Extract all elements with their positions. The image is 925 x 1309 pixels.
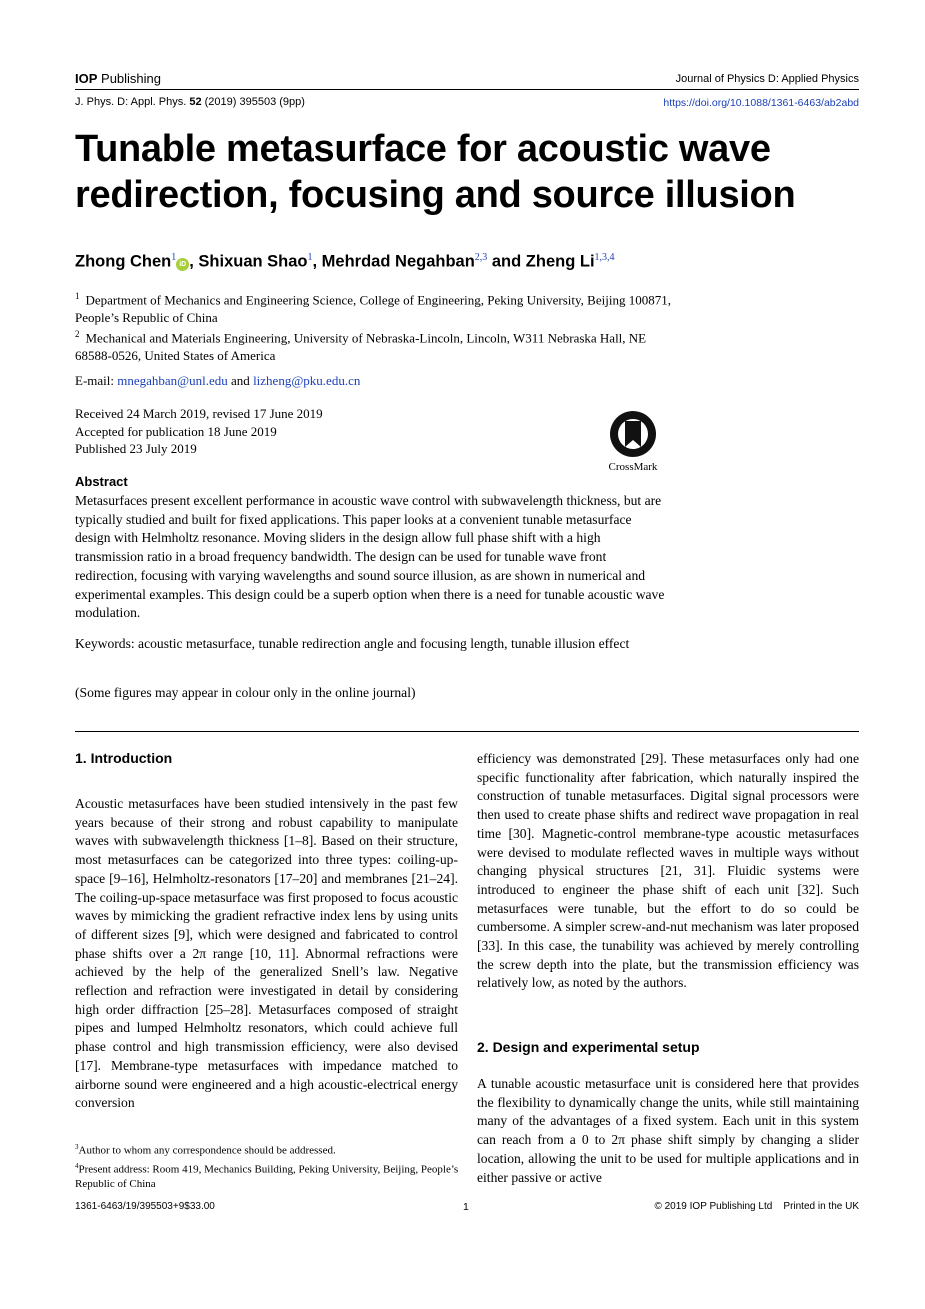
footnote-num: 4 [75,1161,79,1170]
affiliation [75,326,675,364]
section-heading-introduction: 1. Introduction [75,750,173,766]
colour-note: (Some figures may appear in colour only in the online journal) [75,685,416,700]
email-link-li[interactable]: lizheng@pku.edu.cn [253,373,361,388]
footnote-text: Present address: Room 419, Mechanics Building, Peking University, Beijing, People’s Republic of China [75,1163,459,1191]
crossmark-icon [608,410,658,458]
crossmark-label: CrossMark [608,461,658,473]
email-label: E-mail: [75,373,118,388]
footer-copyright: © 2019 IOP Publishing Ltd Printed in the UK [654,1201,859,1212]
orcid-icon[interactable]: iD [176,258,189,271]
footnote [75,1140,460,1159]
main-rule [75,731,859,732]
email-line [75,373,360,389]
intro-paragraph-1: Acoustic metasurfaces have been studied intensively in the past few years because of their strong and robust capability to manipulate waves with subwavelength thickness [1–8]. Based on their structure, most metasurfaces can be categorized into three types: coiling-up-space [9–16], Helmholtz-resonators [17–20] and membranes [21–24]. The coiling-up-space metasurface was first proposed to focus acoustic waves by mimicking the gradient refractive index lens by using units of different sizes [9], which were designed and fabricated to control phase shifts over a 2π range [10, 11]. Abnormal refractions were achieved by the help of the generalized Snell’s law. Negative reflection and refraction were investigated in detail by considering high order diffraction [25–28]. Metasurfaces composed of straight pipes and lumped Helmholtz resonators, which could achieve full phase control and high transmission efficiency, were also devised [17]. Membrane-type metasurfaces with impedance matched to airborne sound were engineered and a high acoustic-electrical energy conversion [75,796,458,1111]
footnotes [75,1140,460,1192]
affiliation-text: Department of Mechanics and Engineering Science, College of Engineering, Peking University, Beijing 100871, People’s Republic of China [75,292,671,325]
header-rule [75,89,859,90]
footnote-num: 3 [75,1143,79,1151]
affiliations [75,288,675,365]
author-affil-sup[interactable]: 2,3 [474,252,488,263]
crossmark-badge[interactable] [607,410,659,473]
footnote [75,1159,460,1193]
date-accepted: Accepted for publication 18 June 2019 [75,423,277,439]
doi-link[interactable]: https://doi.org/10.1088/1361-6463/ab2abd [663,97,859,109]
page-number: 1 [463,1201,469,1213]
author-name: , Mehrdad Negahban [312,252,475,271]
design-paragraph: A tunable acoustic metasurface unit is considered here that provides the flexibility to dynamically change the units, while still maintaining many of the advantages of a fixed system. Each unit in this system can reach from a 0 to 2π phase shift simply by changing a slider location, allowing the unit to be used for multiple applications and in either passive or active [477,1076,859,1185]
journal-name: Journal of Physics D: Applied Physics [675,73,859,85]
citation-volume: 52 [189,96,202,108]
affiliation-text: Mechanical and Materials Engineering, University of Nebraska-Lincoln, Lincoln, W311 Nebraska Hall, NE 68588-0526, United States of America [75,330,647,364]
author-affil-sup[interactable]: 1,3,4 [594,252,615,263]
publisher-bold: IOP [75,71,98,86]
intro-paragraph-2: efficiency was demonstrated [29]. These metasurfaces only had one specific functionality after fabrication, which naturally inspired the construction of tunable metasurfaces. Digital signal processors were then used to create phase shifts and redirect wave propagation in real time [30]. Magnetic-control membrane-type acoustic metasurfaces were devised to modulate reflected waves in multiple ways without changing physical structures [21, 31]. Fluidic systems were introduced to engineer the phase shift of each unit [32]. Such metasurfaces were tunable, but the effort to do so could be cumbersome. A simpler screw-and-nut mechanism was later proposed [33]. In this case, the tunability was achieved by merely controlling the screw depth into the plate, but the transmission efficiency was relatively low, as noted by the authors. [477,751,859,991]
keywords: Keywords: acoustic metasurface, tunable redirection angle and focusing length, tunable illusion effect [75,636,630,651]
footer-code: 1361-6463/19/395503+9$33.00 [75,1201,215,1212]
affiliation [75,288,675,326]
author-list [75,252,615,272]
paper-title: Tunable metasurface for acoustic wave redirection, focusing and source illusion [75,128,796,216]
citation-rest: (2019) 395503 (9pp) [201,96,305,108]
footnote-text: Author to whom any correspondence should be addressed. [78,1144,336,1157]
publisher-rest: Publishing [97,71,162,86]
author-name: Zhong Chen [75,252,172,271]
abstract-heading: Abstract [75,474,128,489]
abstract-body: Metasurfaces present excellent performance in acoustic wave control with subwavelength thickness, but are typically studied and built for fixed applications. This paper looks at a convenient tunable metasurface design with Helmholtz resonance. Moving sliders in the design allow full phase shift with a high transmission ratio in a broad frequency bandwidth. The design can be used for tunable wave front redirection, focusing with varying wavelengths and sound source illusion, as are shown in numerical and experimental examples. This design could be a superb option when there is a need for tunable acoustic wave modulation. [75,493,665,621]
email-and: and [227,373,254,388]
email-link-negahban[interactable]: mnegahban@unl.edu [117,373,228,388]
dates [75,405,323,458]
affiliation-num: 1 [75,291,80,301]
publisher-logo [75,71,161,86]
affiliation-num: 2 [75,329,80,340]
date-published: Published 23 July 2019 [75,441,197,456]
citation [75,96,305,108]
date-received: Received 24 March 2019, revised 17 June 2019 [75,406,323,421]
section-heading-design: 2. Design and experimental setup [477,1039,700,1055]
author-name: and Zheng Li [487,252,595,271]
author-name: , Shixuan Shao [189,252,308,271]
author-affil-sup[interactable]: 1 [307,252,313,263]
author-affil-sup[interactable]: 1 [171,252,177,263]
citation-journal: J. Phys. D: Appl. Phys. [75,96,190,108]
